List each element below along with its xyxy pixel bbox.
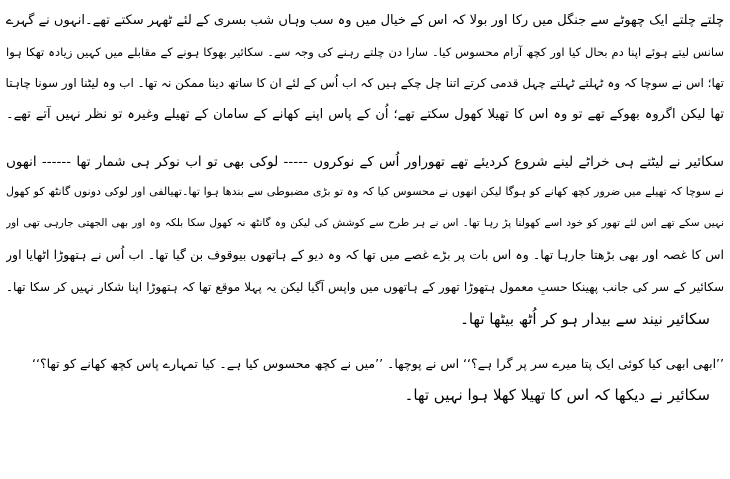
text-line-5: سکائیر نے لیٹتے ہی خراٹے لینے شروع کردیئے تھے تھوراور اُس کے نوکروں ----- لوکی بھی تو اب نوکر ہی شمار تھا ------ انھوں xyxy=(6,154,724,170)
text-line-4: تھا لیکن اگروہ بھوکے تھے تو وہ اس کا تھیلا کھول سکتے تھے؛ اُن کے پاس اپنے کھانے کے سامان کے تھیلے وغیرہ تو نظر نہیں آتے تھے۔ xyxy=(6,107,724,122)
text-line-8: اس کا غصہ اور بھی بڑھتا جارہا تھا۔ وہ اس بات پر بڑے غصے میں تھا کہ وہ دیو کے ہاتھوں بیوقوف بن گیا تھا۔ اب اُس نے ہتھوڑا اٹھایا اور xyxy=(6,247,724,262)
text-line-2: سانس لیتے ہوئے اپنا دم بحال کیا اور کچھ آرام محسوس کیا۔ سارا دن چلتے رہنے کی وجہ سے۔ سکائیر بھوکا ہونے کے مقابلے میں کہیں زیادہ تھکا ہوا xyxy=(6,45,724,59)
text-line-11: ’’ابھی ابھی کیا کوئی ایک پتا میرے سر پر گرا ہے؟‘‘ اس نے پوچھا۔ ’’میں نے کچھ محسوس کیا ہے۔ کیا تمہارے پاس کچھ کھانے کو تھا؟‘‘ xyxy=(32,356,724,371)
text-line-3: تھا؛ اس نے سوچا کہ وہ ٹہلتے ٹہلتے چہل قدمی کرتے اتنا چل چکے ہیں کہ اب اُس کے لئے ان کا ساتھ دینا ممکن نہ تھا۔ اب وہ لیٹنا اور سونا چاہتا xyxy=(6,76,724,90)
text-line-6: نے سوچا کہ تھیلے میں ضرور کچھ کھانے کو ہوگا لیکن انھوں نے محسوس کیا کہ وہ تو بڑی مضبوطی سے بندھا ہوا تھا۔تھیالفی اور لوکی دونوں گانٹھ کو کھول xyxy=(6,185,724,198)
text-line-10: سکائیر نیند سے بیدار ہو کر اُٹھ بیٹھا تھا۔ xyxy=(460,310,710,328)
text-line-7: نہیں سکے تھے اس لئے تھور کو خود اسے کھولنا پڑ رہا تھا۔ اس نے ہر طرح سے کوشش کی لیکن وہ گانٹھ نہ کھول سکا بلکہ وہ اور بھی الجھتی جارہی تھی اور xyxy=(6,217,724,229)
text-line-1: چلتے چلتے ایک چھوٹے سے جنگل میں رکا اور بولا کہ اس کے خیال میں وہ سب وہاں شب بسری کے لئے ٹھہر سکتے تھے۔انہوں نے گہرے xyxy=(6,13,724,28)
text-line-9: سکائیر کے سر کی جانب پھینکا حسبِ معمول ہتھوڑا تھور کے ہاتھوں میں واپس آگیا لیکن یہ پہلا موقع تھا کہ ہتھوڑا اپنا شکار نہیں کر سکا تھا۔ xyxy=(6,280,724,294)
text-line-12: سکائیر نے دیکھا کہ اس کا تھیلا کھلا ہوا نہیں تھا۔ xyxy=(404,386,710,404)
document-page xyxy=(6,4,724,475)
